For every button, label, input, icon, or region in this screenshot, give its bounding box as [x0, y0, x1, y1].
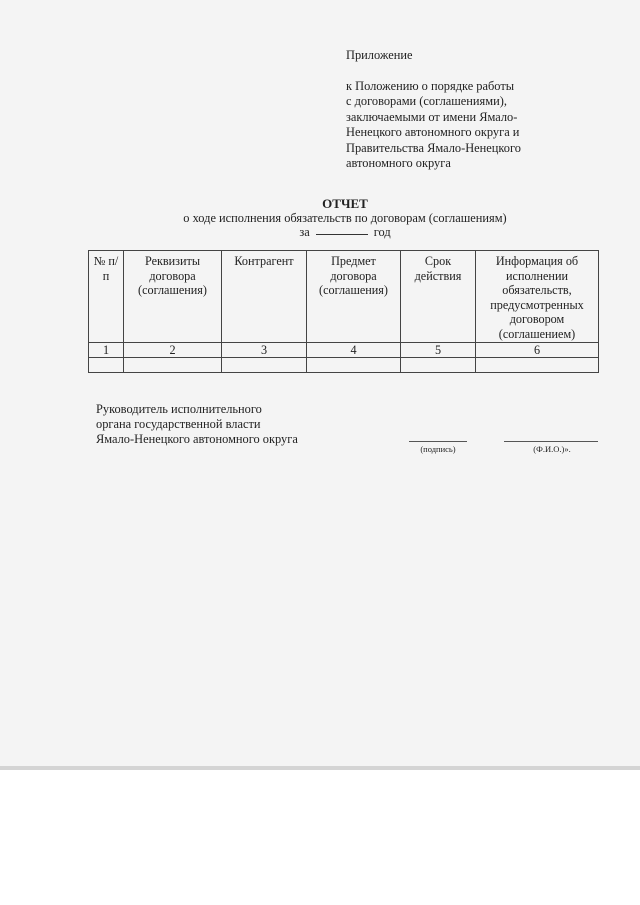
position-line: органа государственной власти: [96, 417, 261, 431]
appendix-line: заключаемыми от имени Ямало-: [346, 109, 518, 124]
appendix-line: Ненецкого автономного округа и: [346, 125, 520, 139]
report-table: [88, 250, 599, 373]
header-execution-info: Информация об исполнении обязательств, предусмотренных договором (соглашением): [476, 251, 599, 343]
table-cell: [307, 358, 401, 373]
period-prefix: за: [299, 225, 310, 239]
table-row: [89, 358, 599, 373]
position-line: Руководитель исполнительного: [96, 402, 262, 416]
table-cell: 3: [222, 343, 307, 358]
table-cell: [476, 358, 599, 373]
table-cell: 5: [401, 343, 476, 358]
position-line: Ямало-Ненецкого автономного округа: [96, 432, 298, 446]
name-line: [504, 441, 598, 442]
table-cell: 4: [307, 343, 401, 358]
header-details: Реквизиты договора (соглашения): [124, 251, 222, 343]
table-cell: [222, 358, 307, 373]
report-period: [0, 225, 640, 240]
header-subject: Предмет договора (соглашения): [307, 251, 401, 343]
appendix-line: к Положению о порядке работы: [346, 78, 515, 93]
table-cell: 6: [476, 343, 599, 358]
table-cell: [89, 358, 124, 373]
table-cell: [124, 358, 222, 373]
table-header-row: [89, 251, 599, 343]
report-title: ОТЧЕТ: [322, 196, 368, 211]
table-cell: 2: [124, 343, 222, 358]
report-subtitle: о ходе исполнения обязательств по договорам (соглашениям): [183, 211, 507, 225]
appendix-block: [346, 48, 606, 172]
signatory-position: [96, 402, 298, 447]
header-term: Срок действия: [401, 251, 476, 343]
table-cell: 1: [89, 343, 124, 358]
table-row: [89, 343, 599, 358]
appendix-line: Правительства Ямало-Ненецкого: [346, 140, 521, 155]
table-cell: [401, 358, 476, 373]
header-counterparty: Контрагент: [222, 251, 307, 343]
period-year-blank: [316, 234, 368, 235]
name-caption: (Ф.И.О.)».: [533, 444, 571, 454]
signature-caption: (подпись): [420, 444, 456, 454]
header-number: № п/п: [89, 251, 124, 343]
period-suffix: год: [373, 225, 391, 239]
signature-line: [409, 441, 467, 442]
appendix-line: автономного округа: [346, 156, 451, 170]
appendix-heading: Приложение: [346, 48, 413, 62]
appendix-line: с договорами (соглашениями),: [346, 94, 507, 108]
